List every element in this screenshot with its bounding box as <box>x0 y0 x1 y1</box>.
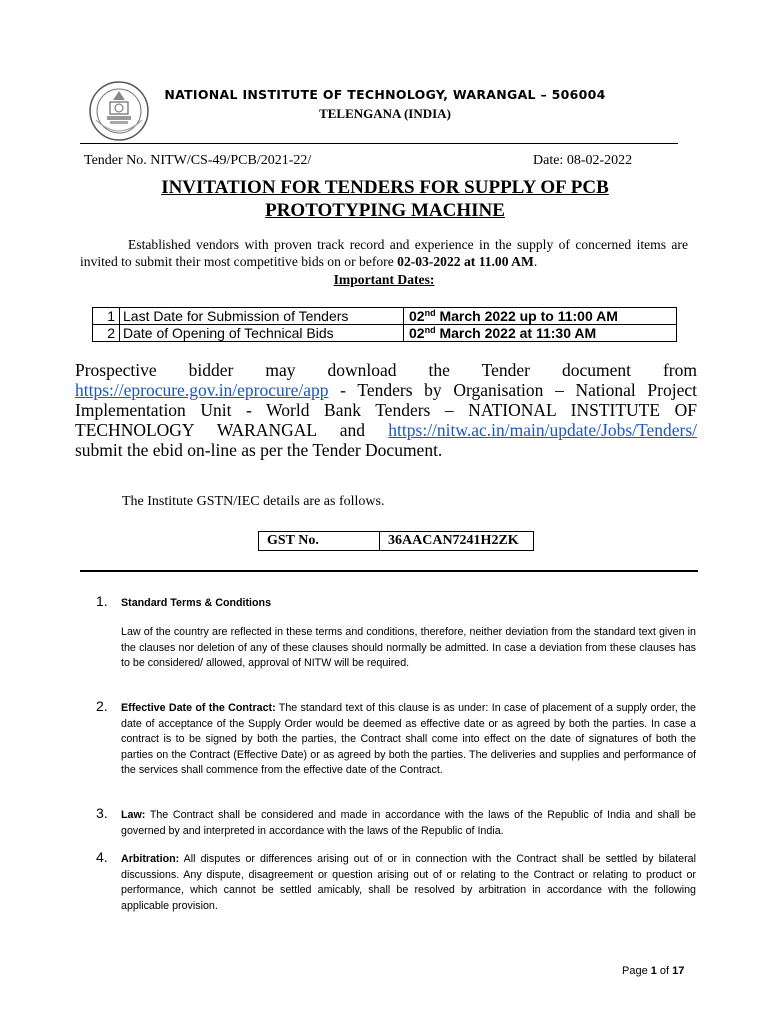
table-row <box>93 325 677 342</box>
gst-label: GST No. <box>259 532 380 551</box>
word: the <box>428 360 450 380</box>
word: may <box>265 360 296 380</box>
section-1-body <box>96 625 696 672</box>
instructions-line-1 <box>75 360 697 380</box>
section-number: 2. <box>96 698 108 714</box>
section-title: Arbitration: <box>121 853 180 865</box>
word: Tender <box>481 360 530 380</box>
section-title: Standard Terms & Conditions <box>121 597 272 609</box>
row-number: 2 <box>93 325 120 342</box>
intro-deadline: 02-03-2022 at 11.00 AM <box>397 254 534 269</box>
intro-text: Established vendors with proven track record and experience in the supply of concerned items are invited to submit their most competitive bids on or before <box>80 237 688 269</box>
instructions-line-2 <box>75 380 697 400</box>
section-text: All disputes or differences arising out of or in connection with the Contract shall be settled by bilateral discussions. Any dispute, disagreement or question arising out of or relating to the Contract or relating to product or performance, which cannot be settled amicably, shall be resolved by arbitration in accordance with the following applicable provision. <box>121 853 696 912</box>
word: from <box>662 360 698 380</box>
section-number: 3. <box>96 805 108 821</box>
section-number: 4. <box>96 849 108 865</box>
gst-value: 36AACAN7241H2ZK <box>380 532 534 551</box>
instructions-line-3: Implementation Unit - World Bank Tenders – NATIONAL INSTITUTE OF <box>75 400 697 420</box>
institute-name: NATIONAL INSTITUTE OF TECHNOLOGY, WARANGAL – 506004 <box>164 87 606 102</box>
header-divider <box>80 143 678 144</box>
page-footer <box>622 965 684 977</box>
table-row <box>93 308 677 325</box>
section-1-heading <box>96 593 696 612</box>
title-line-1: INVITATION FOR TENDERS FOR SUPPLY OF PCB <box>161 177 609 198</box>
download-instructions <box>75 360 697 460</box>
value-rest: March 2022 at 11:30 AM <box>435 325 597 341</box>
section-3 <box>96 805 696 839</box>
table-row <box>259 532 534 551</box>
page-of: of <box>656 965 673 977</box>
instructions-text: TECHNOLOGY WARANGAL and <box>75 420 389 440</box>
title-line-2: PROTOTYPING MACHINE <box>265 200 505 221</box>
value-suffix: nd <box>424 325 436 335</box>
section-number: 1. <box>96 593 108 609</box>
page-label: Page <box>622 965 651 977</box>
row-description: Last Date for Submission of Tenders <box>120 308 404 325</box>
section-4 <box>96 849 696 914</box>
page-number: 1 <box>650 965 657 977</box>
eprocure-link[interactable]: https://eprocure.gov.in/eprocure/app <box>75 380 329 400</box>
section-title: Law: <box>121 809 146 821</box>
section-text: Law of the country are reflected in these terms and conditions, therefore, neither deviation from the standard text given in the clauses nor deletion of any of these clauses should normally be admitted. In case a deviation from these clauses has to be considered/ allowed, approval of NITW will be required. <box>121 626 696 669</box>
section-2 <box>96 698 696 779</box>
gstn-intro: The Institute GSTN/IEC details are as follows. <box>122 494 385 509</box>
gst-table <box>258 531 534 551</box>
institute-state: TELENGANA (INDIA) <box>319 106 451 121</box>
section-title: Effective Date of the Contract: <box>121 702 276 714</box>
instructions-line-4 <box>75 420 697 440</box>
important-dates-table <box>92 307 677 342</box>
document-title <box>90 176 680 222</box>
section-divider <box>80 570 698 572</box>
word: download <box>327 360 397 380</box>
intro-end: . <box>533 254 538 269</box>
instructions-text: - Tenders by Organisation – National Project <box>328 380 697 400</box>
section-text: The standard text of this clause is as under: In case of placement of a supply order, the date of acceptance of the Supply Order would be deemed as effective date or as agreed by both the parties. In case a contract is to be signed by both the parties, the Contract shall come into effect on the date of signatures of both the parties on the Contract (Effective Date) or as agreed by both the parties. The deliveries and supplies and performance of the services shall commence from the effective date of the Contract. <box>121 702 696 776</box>
page-total: 17 <box>672 965 685 977</box>
row-description: Date of Opening of Technical Bids <box>120 325 404 342</box>
section-text: The Contract shall be considered and made in accordance with the laws of the Republic of India and shall be governed by and interpreted in accordance with the laws of the Republic of India. <box>121 809 696 837</box>
value-day: 02 <box>409 308 425 324</box>
nitw-tenders-link[interactable]: https://nitw.ac.in/main/update/Jobs/Tenders/ <box>388 420 697 440</box>
intro-paragraph <box>80 236 688 270</box>
important-dates-heading: Important Dates: <box>333 272 435 287</box>
word: bidder <box>188 360 234 380</box>
tender-date: Date: 08-02-2022 <box>533 153 633 168</box>
row-value <box>404 308 677 325</box>
value-day: 02 <box>409 325 425 341</box>
value-rest: March 2022 up to 11:00 AM <box>435 308 618 324</box>
row-value <box>404 325 677 342</box>
word: Prospective <box>75 360 157 380</box>
instructions-line-5: submit the ebid on-line as per the Tender Document. <box>75 440 443 460</box>
row-number: 1 <box>93 308 120 325</box>
tender-number: Tender No. NITW/CS-49/PCB/2021-22/ <box>84 153 312 168</box>
value-suffix: nd <box>424 308 436 318</box>
word: document <box>561 360 631 380</box>
